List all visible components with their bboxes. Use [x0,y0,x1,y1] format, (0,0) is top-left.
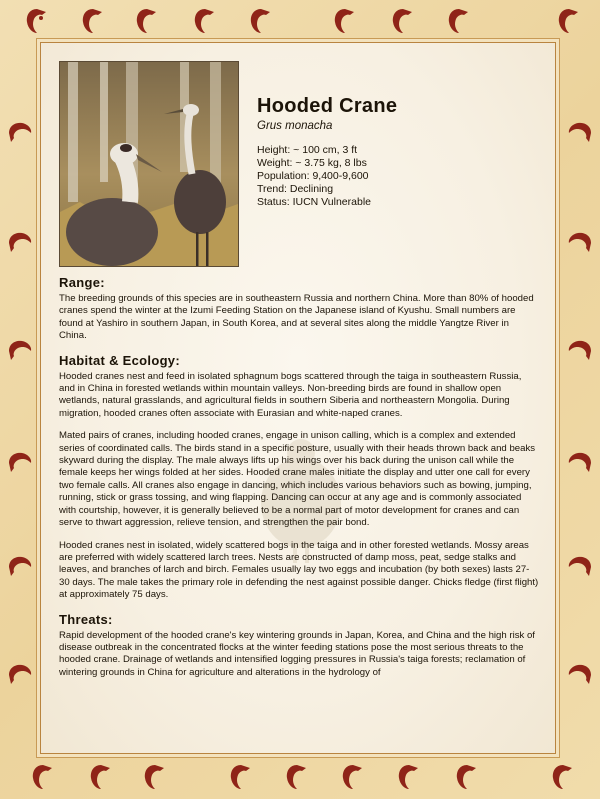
crane-emblem-icon [226,762,256,792]
range-heading: Range: [59,275,105,290]
hooded-crane-painting [59,61,239,267]
crane-emblem-icon [5,118,35,148]
crane-emblem-icon [78,6,108,36]
crane-emblem-icon [246,6,276,36]
crane-emblem-icon [565,448,595,478]
crane-emblem-icon [452,762,482,792]
crane-emblem-icon [132,6,162,36]
crane-emblem-icon [5,228,35,258]
crane-emblem-icon [565,336,595,366]
fact-sheet-page [40,42,556,754]
crane-emblem-icon [444,6,474,36]
crane-emblem-icon [338,762,368,792]
crane-emblem-icon [28,762,58,792]
crane-emblem-icon [565,552,595,582]
crane-emblem-icon [5,660,35,690]
fact-status: Status: IUCN Vulnerable [257,196,371,208]
crane-emblem-icon [565,118,595,148]
threats-paragraph: Rapid development of the hooded crane's key wintering grounds in Japan, Korea, and China and the high risk of disease outbreak in the concentrated flocks at the winter feeding stations pose the most serious threats to the hooded crane. Drainage of wetlands and intensified logging pressures in Russia's taiga forests; reclamation of wintering grounds in China for agriculture and alterations in the hydrology of [59,629,535,678]
crane-emblem-icon [394,762,424,792]
crane-emblem-icon [282,762,312,792]
crane-emblem-icon [22,6,52,36]
fact-height: Height: ~ 100 cm, 3 ft [257,144,358,156]
body-content [59,275,539,687]
crane-emblem-icon [140,762,170,792]
fact-trend: Trend: Declining [257,183,334,195]
crane-emblem-icon [5,448,35,478]
habitat-paragraph: Mated pairs of cranes, including hooded cranes, engage in unison calling, which is a complex and extended series of coordinated calls. The birds stand in a specific posture, usually with their heads thrown back and beaks skyward during the display. The male always lifts up his wings over his back during the unison call while the female keeps her wings folded at her sides. Hooded crane males initiate the display and utter one call for every two female calls. All cranes also engage in dancing, which includes various behaviors such as bowing, jumping, running, stick or grass tossing, and wing flapping. Dancing can occur at any age and is commonly associated with courtship, however, it is generally believed to be a normal part of motor development for cranes and can serve to thwart aggression, relieve tension, and strengthen the pair bond. [59,430,536,529]
scientific-name: Grus monacha [257,120,333,132]
crane-emblem-icon [86,762,116,792]
fact-weight: Weight: ~ 3.75 kg, 8 lbs [257,157,367,169]
range-paragraph: The breeding grounds of this species are in southeastern Russia and northern China. More than 80% of hooded cranes spend the winter at the Izumi Feeding Station on the Japanese island of Kyushu. Small numbers are found at Yashiro in southern Japan, in South Korea, and at several sites along the middle Yangtze River in China. [59,293,534,342]
crane-emblem-icon [388,6,418,36]
habitat-heading: Habitat & Ecology: [59,352,180,368]
crane-emblem-icon [5,336,35,366]
species-info [257,95,547,209]
habitat-paragraph: Hooded cranes nest and feed in isolated sphagnum bogs scattered through the taiga in southeastern Russia, and in China in forested wetlands within mountain valleys. Non-breeding birds are found in shallow open wetlands, natural grasslands, and agricultural fields in southern Siberia and northeastern Mongolia. During migration, hooded cranes often associate with Eurasian and white-naped cranes. [59,370,522,419]
crane-emblem-icon [554,6,584,36]
fact-population: Population: 9,400-9,600 [257,170,369,182]
crane-emblem-icon [548,762,578,792]
crane-emblem-icon [190,6,220,36]
threats-heading: Threats: [59,611,113,627]
species-title: Hooded Crane [257,95,398,117]
crane-emblem-icon [330,6,360,36]
habitat-paragraph: Hooded cranes nest in isolated, widely scattered bogs in the taiga and in other forested wetlands. Mossy areas are preferred with widely scattered larch trees. Nests are constructed of damp moss, peat, sedge stalks and leaves, and branches of larch and birch. Females usually lay two eggs and incubation (by both sexes) lasts 27-30 days. The male takes the primary role in defending the nest against possible danger. Chicks fledge (first flight) at approximately 75 days. [59,539,539,601]
crane-emblem-icon [5,552,35,582]
crane-emblem-icon [565,228,595,258]
crane-emblem-icon [565,660,595,690]
